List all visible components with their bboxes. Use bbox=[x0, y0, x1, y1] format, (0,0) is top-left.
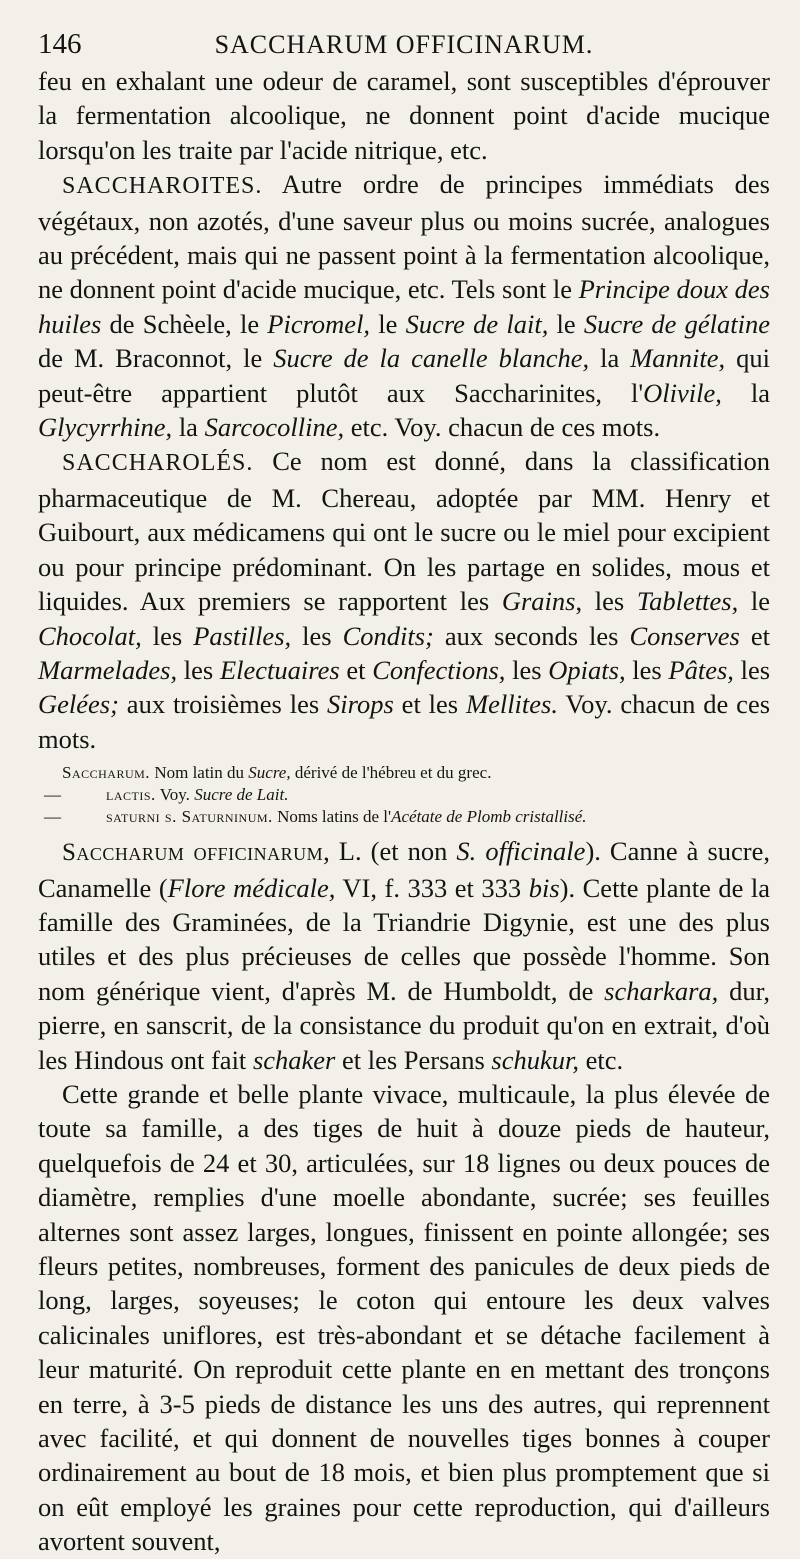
note-term: Saccharum. bbox=[62, 763, 151, 783]
page-number: 146 bbox=[38, 28, 82, 60]
note-saccharum: Saccharum. Nom latin du Sucre, dérivé de l'hébreu et du grec. bbox=[62, 763, 492, 783]
note-lactis: — lactis. Voy. Sucre de Lait. bbox=[44, 785, 289, 805]
paragraph-description: Cette grande et belle plante vivace, multicaule, la plus élevée de toute sa famille, a des tiges de huit à douze pieds de hauteur, quelquefois de 24 et 30, articulées, sur 18 lignes ou deux pouces de diamètre, remplies d'une moelle abondante, sucrée; ses feuilles alternes sont assez larges, longues, finissent en pointe allongée; ses fleurs petites, nombreuses, forment des panicules de deux pieds de long, larges, soyeuses; le coton qui entoure les deux valves calicinales uniflores, est très-abondant et se détache facilement à leur maturité. On reproduit cette plante en en mettant des tronçons en terre, à 3-5 pieds de distance les uns des autres, qui reprennent avec facilité, et qui donnent de nouvelles tiges bonnes à couper ordinairement au bout de 18 mois, et bien plus promptement que si on eût employé les graines pour cette reproduction, qui d'ailleurs avortent souvent, bbox=[38, 1078, 770, 1557]
entry-saccharoites: SACCHAROITES. Autre ordre de principes immédiats des végétaux, non azotés, d'une saveur plus ou moins sucrée, analogues au précédent, mais qui ne passent point à la fermentation alcoolique, ne donnent point d'acide mucique, etc. Tels sont le Principe doux des huiles de Schèele, le Picromel, le Sucre de lait, le Sucre de gélatine de M. Braconnot, le Sucre de la canelle blanche, la Mannite, qui peut-être appartient plutôt aux Saccharinites, l'Olivile, la Glycyrrhine, la Sarcocolline, etc. Voy. chacun de ces mots. bbox=[38, 169, 770, 443]
note-term: lactis. bbox=[106, 785, 156, 805]
note-term: saturni s. Saturninum. bbox=[106, 807, 273, 827]
paragraph-continued: feu en exhalant une odeur de caramel, sont susceptibles d'éprouver la fermentation alcoolique, ne donnent point d'acide mucique lorsqu'on les traite par l'acide nitrique, etc. bbox=[38, 66, 770, 165]
note-saturni: — saturni s. Saturninum. Noms latins de l'Acétate de Plomb cristallisé. bbox=[44, 807, 587, 827]
entry-saccharum-officinarum: Saccharum officinarum, L. (et non S. officinale). Canne à sucre, Canamelle (Flore médicale, VI, f. 333 et 333 bis). Cette plante de la famille des Graminées, de la Triandrie Digynie, est une des plus utiles et des plus précieuses de celles que possède l'homme. Son nom générique vient, d'après M. de Humboldt, de scharkara, dur, pierre, en sanscrit, de la consistance du produit qu'on en extrait, d'où les Hindous ont fait schaker et les Persans schukur, etc. bbox=[38, 836, 771, 1075]
entry-term: Saccharum officinarum bbox=[62, 839, 324, 867]
entry-saccharoles: SACCHAROLÉS. Ce nom est donné, dans la classification pharmaceutique de M. Chereau, adoptée par MM. Henry et Guibourt, aux médicamens qui ont le sucre ou le miel pour excipient ou pour principe prédominant. On les partage en solides, mous et liquides. Aux premiers se rapportent les Grains, les Tablettes, le Chocolat, les Pastilles, les Condits; aux seconds les Conserves et Marmelades, les Electuaires et Confections, les Opiats, les Pâtes, les Gelées; aux troisièmes les Sirops et les Mellites. Voy. chacun de ces mots. bbox=[38, 446, 771, 754]
running-head: SACCHARUM OFFICINARUM. bbox=[214, 30, 594, 59]
entry-term: SACCHAROITES. bbox=[62, 173, 263, 200]
entry-term: SACCHAROLÉS. bbox=[62, 450, 254, 477]
page-header bbox=[38, 24, 770, 64]
